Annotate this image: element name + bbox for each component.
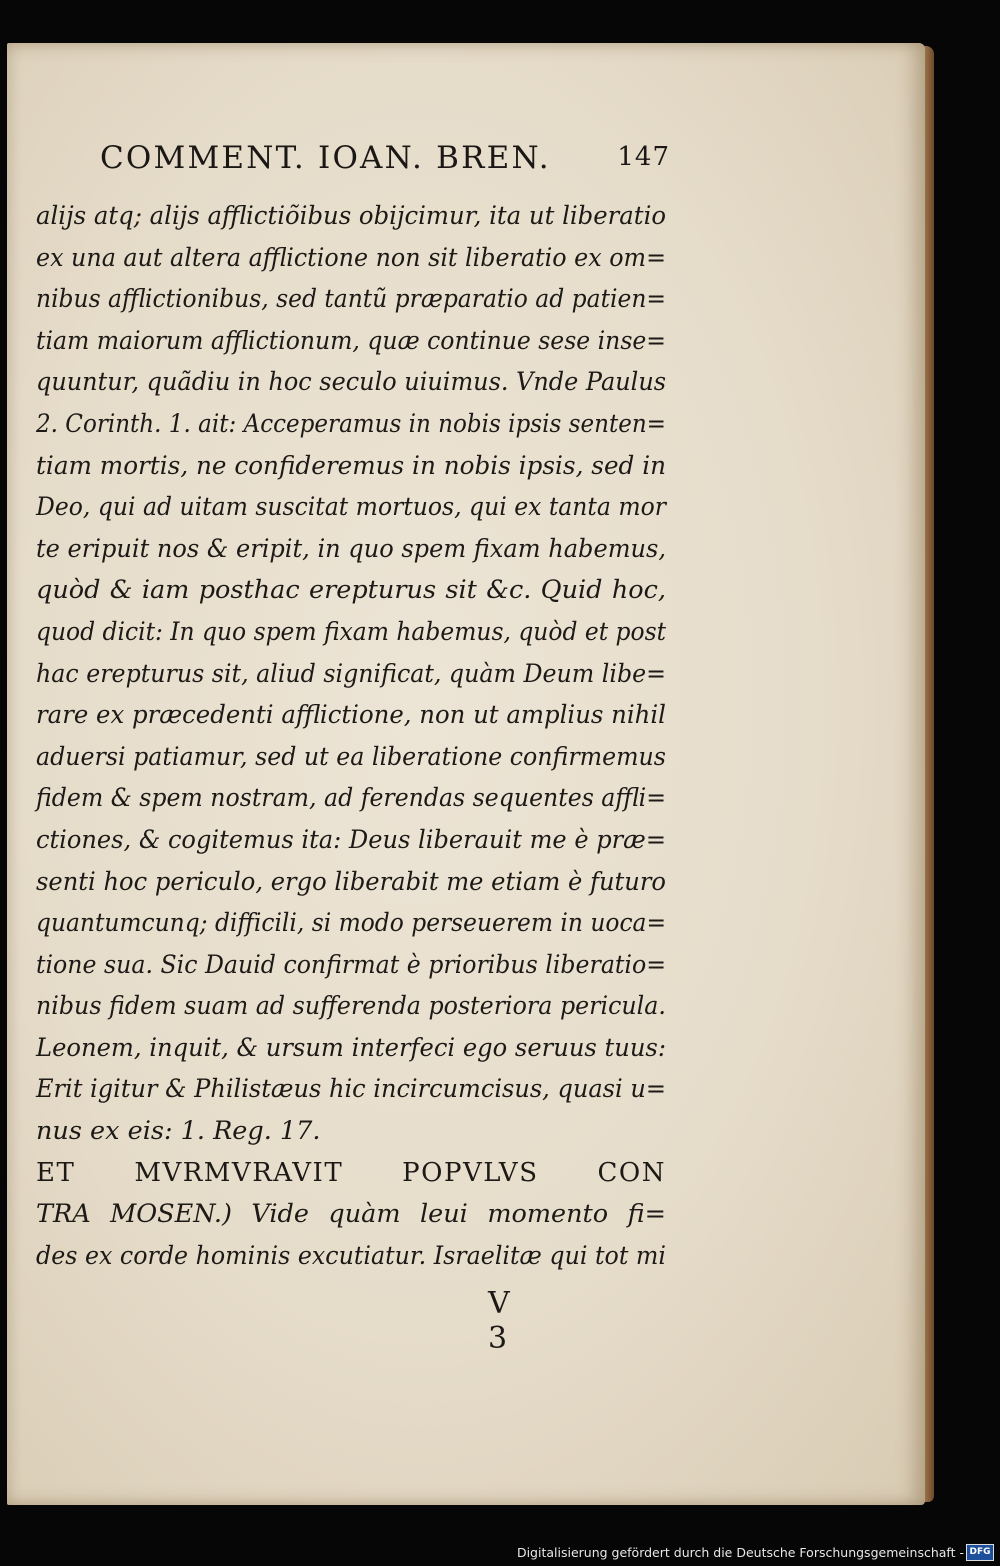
text-line: senti hoc periculo, ergo liberabit me etiam è futuro — [36, 866, 666, 897]
text-line: nibus fidem suam ad sufferenda posteriora pericula. — [36, 991, 666, 1022]
text-line: Deo, qui ad uitam suscitat mortuos, qui ex tanta mor — [36, 492, 667, 523]
signature-mark: V 3 — [488, 1286, 526, 1356]
running-head — [100, 136, 670, 180]
text-line: Leonem, inquit, & ursum interfeci ego seruus tuus: — [36, 1032, 667, 1063]
running-head-title: COMMENT. IOAN. BREN. — [100, 140, 551, 176]
text-line: ctiones, & cogitemus ita: Deus liberauit me è præ= — [36, 824, 667, 855]
text-line: nibus afflictionibus, sed tantũ præparatio ad patien= — [36, 284, 666, 315]
digitization-credit: Digitalisierung gefördert durch die Deutsche Forschungsgemeinschaft - — [516, 1545, 964, 1560]
text-line: 2. Corinth. 1. ait: Acceperamus in nobis ipsis senten= — [36, 408, 667, 439]
text-line: te eripuit nos & eripit, in quo spem fixam habemus, — [36, 533, 667, 564]
dfg-logo: DFG — [966, 1544, 994, 1561]
text-line: ex una aut altera afflictione non sit liberatio ex om= — [36, 242, 667, 273]
text-line: des ex corde hominis excutiatur. Israelitæ qui tot mi — [36, 1240, 666, 1271]
text-line: quantumcunq; difficili, si modo perseuerem in uoca= — [36, 908, 667, 939]
text-line: quòd & iam posthac erepturus sit &c. Quid hoc, — [36, 575, 666, 606]
section-heading-line: ET MVRMVRAVIT POPVLVS CON — [36, 1157, 666, 1188]
body-text — [36, 196, 666, 1277]
text-line: rare ex præcedenti afflictione, non ut amplius nihil — [36, 700, 666, 731]
text-line: TRA MOSEN.) Vide quàm leui momento fi= — [36, 1199, 666, 1230]
text-line: tiam mortis, ne confideremus in nobis ipsis, sed in — [36, 450, 667, 481]
text-line: quuntur, quãdiu in hoc seculo uiuimus. Vnde Paulus — [36, 367, 667, 398]
page-number: 147 — [617, 142, 670, 172]
text-line: fidem & spem nostram, ad ferendas sequentes affli= — [36, 783, 666, 814]
text-line: Erit igitur & Philistæus hic incircumcisus, quasi u= — [36, 1074, 666, 1105]
text-line: tiam maiorum afflictionum, quæ continue sese inse= — [36, 325, 666, 356]
text-line: quod dicit: In quo spem fixam habemus, quòd et post — [36, 616, 666, 647]
text-line: aduersi patiamur, sed ut ea liberatione confirmemus — [36, 741, 666, 772]
text-line: tione sua. Sic Dauid confirmat è prioribus liberatio= — [36, 949, 667, 980]
text-line: alijs atq; alijs afflictiõibus obijcimur, ita ut liberatio — [36, 201, 667, 231]
text-line: hac erepturus sit, aliud significat, quàm Deum libe= — [36, 658, 666, 689]
text-line: nus ex eis: 1. Reg. 17. — [36, 1116, 321, 1147]
